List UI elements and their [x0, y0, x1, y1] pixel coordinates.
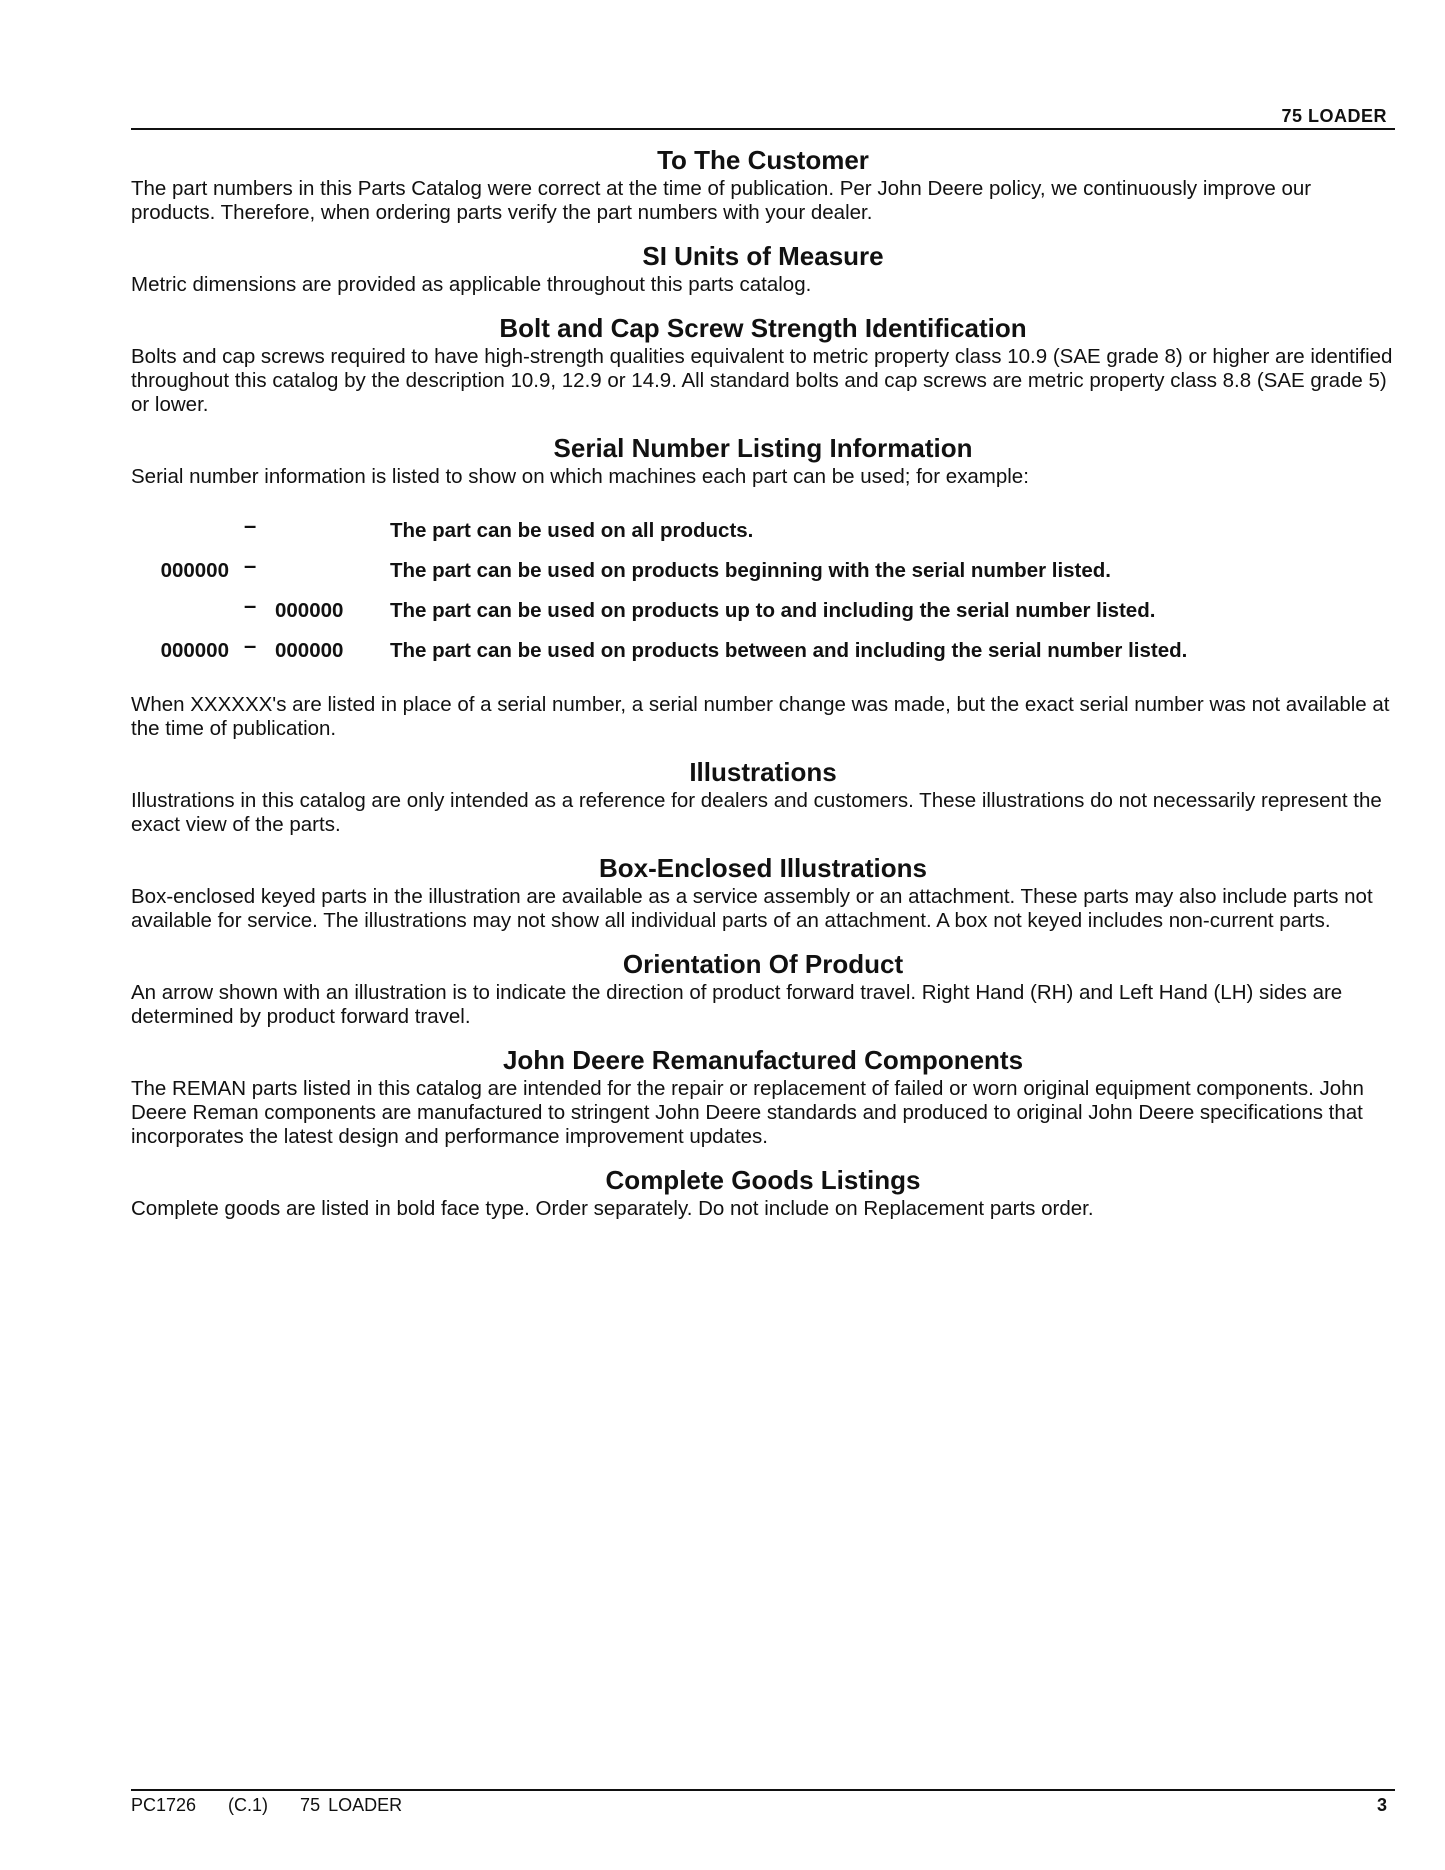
document-page: [131, 0, 1395, 1870]
serial-example-table: [131, 511, 1395, 671]
section-title: Bolt and Cap Screw Strength Identification: [499, 313, 1027, 343]
section-title: Serial Number Listing Information: [553, 433, 973, 463]
serial-description: The part can be used on products up to and including the serial number listed.: [390, 599, 1156, 622]
serial-dash: –: [244, 513, 257, 538]
header-title: 75 LOADER: [1281, 106, 1387, 126]
section-body: The part numbers in this Parts Catalog were correct at the time of publication. Per John Deere policy, we continuously improve our products. Therefore, when ordering parts verify the part numbers with your dealer.: [131, 177, 1312, 224]
section-orientation: [131, 947, 1395, 1029]
section-body: Complete goods are listed in bold face type. Order separately. Do not include on Replacement parts order.: [131, 1197, 1094, 1220]
section-box-enclosed: [131, 851, 1395, 933]
serial-row: [131, 551, 1395, 591]
footer-document-id: PC1726 (C.1) 75 LOADER: [131, 1795, 403, 1815]
serial-to: 000000: [275, 599, 344, 622]
section-title: Illustrations: [689, 757, 837, 787]
serial-from: 000000: [160, 639, 229, 662]
section-title: Orientation Of Product: [622, 949, 904, 979]
section-body: The REMAN parts listed in this catalog are intended for the repair or replacement of failed or worn original equipment components. John Deere Reman components are manufactured to stringent John Deere standards and produced to original John Deere specifications that incorporates the latest design and performance improvement updates.: [131, 1077, 1364, 1148]
section-title: John Deere Remanufactured Components: [502, 1045, 1024, 1075]
section-illustrations: [131, 755, 1395, 837]
page-content: [131, 143, 1395, 1235]
section-body: Serial number information is listed to show on which machines each part can be used; for example:: [131, 465, 1029, 488]
section-body: Illustrations in this catalog are only intended as a reference for dealers and customers. These illustrations do not necessarily represent the exact view of the parts.: [131, 789, 1382, 836]
section-customer: [131, 143, 1395, 225]
section-body: Metric dimensions are provided as applicable throughout this parts catalog.: [131, 273, 812, 296]
serial-note: When XXXXXX's are listed in place of a serial number, a serial number change was made, but the exact serial number was not available at the time of publication.: [131, 693, 1390, 740]
serial-from: 000000: [160, 559, 229, 582]
section-title: Complete Goods Listings: [605, 1165, 921, 1195]
section-bolt-strength: [131, 311, 1395, 417]
section-title: SI Units of Measure: [642, 241, 884, 271]
serial-to: 000000: [275, 639, 344, 662]
section-title: To The Customer: [657, 145, 869, 175]
serial-dash: –: [244, 633, 257, 658]
section-body: An arrow shown with an illustration is to indicate the direction of product forward travel. Right Hand (RH) and Left Hand (LH) sides are determined by product forward travel.: [131, 981, 1343, 1028]
serial-dash: –: [244, 593, 257, 618]
serial-description: The part can be used on products beginning with the serial number listed.: [390, 559, 1112, 582]
section-reman: [131, 1043, 1395, 1149]
serial-description: The part can be used on products between and including the serial number listed.: [390, 639, 1188, 662]
serial-dash: –: [244, 553, 257, 578]
section-complete-goods: [131, 1163, 1395, 1221]
serial-row: [131, 591, 1395, 631]
serial-row: [131, 631, 1395, 671]
section-body: Box-enclosed keyed parts in the illustration are available as a service assembly or an attachment. These parts may also include parts not available for service. The illustrations may not show all individual parts of an attachment. A box not keyed includes non-current parts.: [131, 885, 1373, 932]
section-serial-number: [131, 431, 1395, 741]
serial-row: [131, 511, 1395, 551]
page-footer: [131, 1789, 1395, 1821]
page-header: [131, 106, 1395, 130]
section-body: Bolts and cap screws required to have high-strength qualities equivalent to metric property class 10.9 (SAE grade 8) or higher are identified throughout this catalog by the description 10.9, 12.9 or 14.9. All standard bolts and cap screws are metric property class 8.8 (SAE grade 5) or lower.: [131, 345, 1393, 416]
serial-description: The part can be used on all products.: [390, 519, 754, 542]
section-title: Box-Enclosed Illustrations: [599, 853, 927, 883]
section-si-units: [131, 239, 1395, 297]
page-number: 3: [1376, 1795, 1387, 1815]
